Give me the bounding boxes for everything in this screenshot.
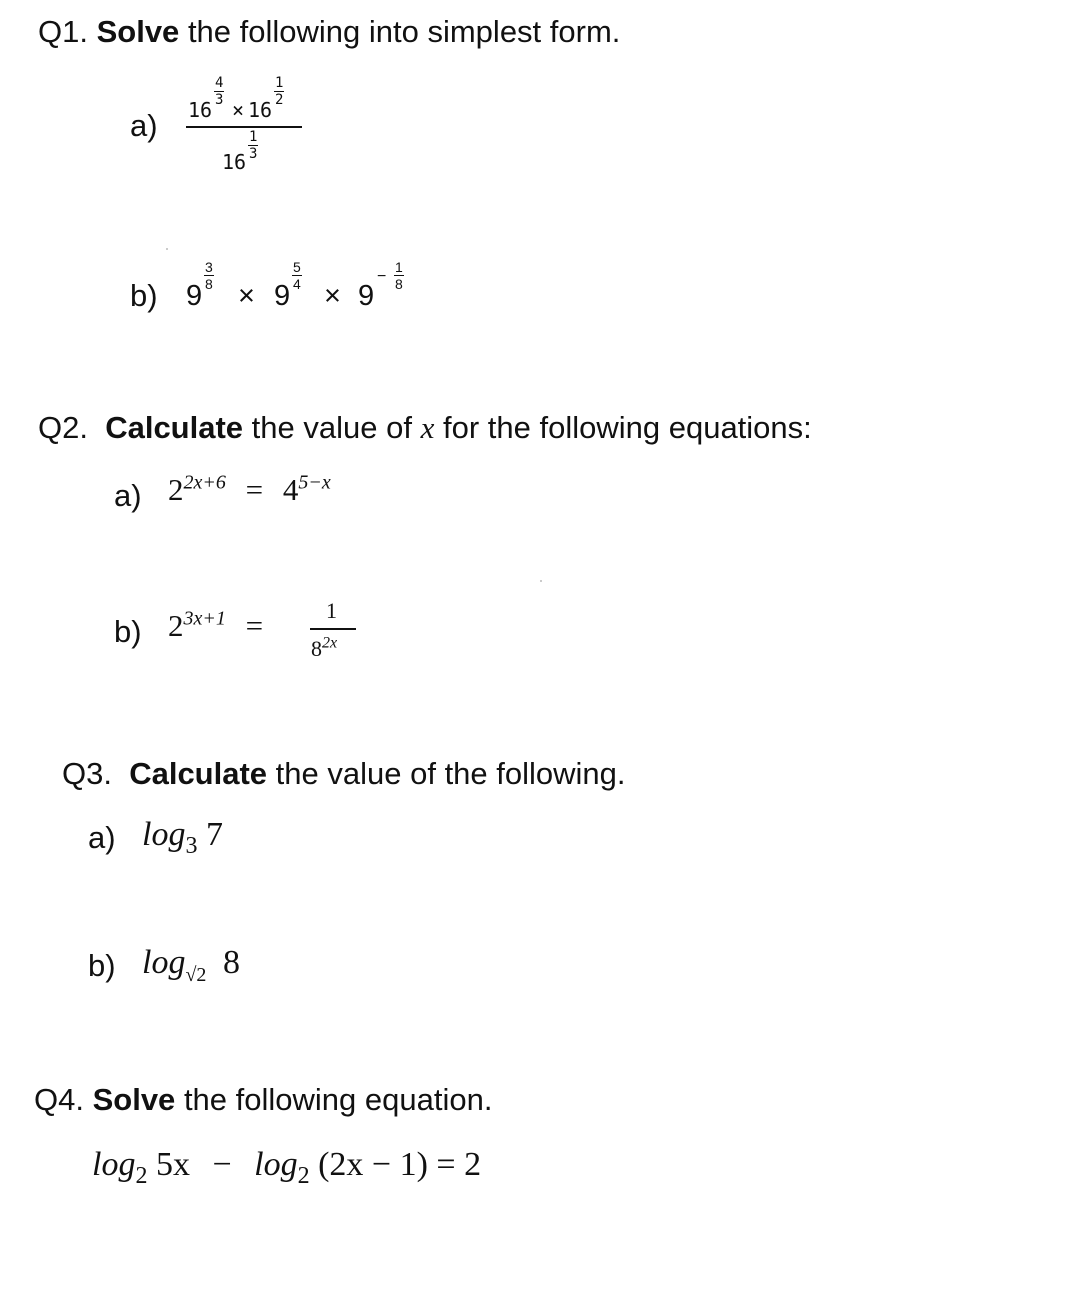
q1b-term3-base: 9 xyxy=(358,280,375,312)
q1a-term1-exponent: 4 3 xyxy=(215,75,224,108)
q2a-equals: = xyxy=(245,472,264,507)
q1b-times-2: × xyxy=(324,280,341,312)
q2b-rhs-den-exponent: 2x xyxy=(322,634,338,652)
q4-heading xyxy=(34,1082,492,1118)
q2-number: Q2. xyxy=(38,410,88,445)
q1a-term2-base: 16 xyxy=(248,98,273,122)
q1b-term2-exponent: 5 4 xyxy=(293,259,301,292)
q4-equation xyxy=(92,1146,482,1189)
q1a-den-exponent: 1 3 xyxy=(249,129,258,162)
q3-instruction: the value of the following. xyxy=(275,756,626,791)
q1a-term2-exponent: 1 2 xyxy=(275,75,284,108)
q4-log-1-base: 2 xyxy=(135,1162,148,1189)
q1-verb: Solve xyxy=(96,14,180,49)
q1a-numerator xyxy=(188,76,303,120)
q4-log-2: log xyxy=(254,1146,298,1183)
q1b-term3-sign: − xyxy=(377,268,387,285)
q3b-log: log xyxy=(142,944,186,981)
q2b-fraction-bar xyxy=(310,628,356,630)
q2b-lhs xyxy=(168,608,263,644)
speck xyxy=(166,248,168,250)
q2b-equals: = xyxy=(245,608,264,643)
q2b-lhs-base: 2 xyxy=(168,608,184,643)
q4-log-2-base: 2 xyxy=(297,1162,310,1189)
q2a-label: a) xyxy=(114,478,142,513)
q2-instruction-2: for the following equations: xyxy=(442,410,812,445)
q2-variable: x xyxy=(420,410,435,445)
q2b-rhs-den-base: 8 xyxy=(311,636,322,661)
q4-instruction: the following equation. xyxy=(183,1082,493,1117)
q1a-fraction-bar xyxy=(186,126,302,128)
q4-log-1: log xyxy=(92,1146,136,1183)
q3b-base: √2 xyxy=(185,963,207,986)
q3a-log: log xyxy=(142,816,186,853)
q1b-expression xyxy=(186,258,426,312)
q1a-label: a) xyxy=(130,108,158,143)
q2a-lhs-base: 2 xyxy=(168,472,184,507)
q2b-label: b) xyxy=(114,614,142,649)
q2-heading xyxy=(38,410,812,446)
q1b-label: b) xyxy=(130,278,158,313)
q2b-rhs-denominator xyxy=(311,636,337,662)
q2-instruction-1: the value of xyxy=(251,410,412,445)
q1b-term2-base: 9 xyxy=(274,280,291,312)
q1a-denominator xyxy=(222,130,272,174)
q4-rhs: 2 xyxy=(464,1146,482,1183)
q2a-rhs-base: 4 xyxy=(282,472,299,507)
q1-heading xyxy=(38,14,620,50)
q4-equals: = xyxy=(436,1146,456,1183)
speck xyxy=(540,580,542,582)
q1b-term1-exponent: 3 8 xyxy=(205,259,213,292)
q3a-label: a) xyxy=(88,820,116,855)
q1b-term3-exponent: 1 8 xyxy=(395,259,403,292)
q2a-equation xyxy=(168,472,331,508)
q1b-times-1: × xyxy=(238,280,255,312)
q4-arg-2: (2x − 1) xyxy=(318,1146,428,1183)
q2-verb: Calculate xyxy=(105,410,244,445)
q4-number: Q4. xyxy=(34,1082,84,1117)
q2b-rhs-numerator: 1 xyxy=(326,598,337,623)
q3a-argument: 7 xyxy=(205,816,223,853)
q3-verb: Calculate xyxy=(129,756,268,791)
q3a-expression xyxy=(142,816,223,859)
q3-heading xyxy=(62,756,626,792)
q1-number: Q1. xyxy=(38,14,88,49)
q4-arg-1: 5x xyxy=(155,1146,190,1183)
q4-minus: − xyxy=(212,1146,232,1183)
q3b-label: b) xyxy=(88,948,116,983)
q1-instruction: the following into simplest form. xyxy=(187,14,621,49)
q1a-times: × xyxy=(232,98,245,122)
q3a-base: 3 xyxy=(185,832,198,859)
q2a-lhs-exponent: 2x+6 xyxy=(183,471,226,494)
q1b-term1-base: 9 xyxy=(186,280,203,312)
q2a-rhs-exponent: 5−x xyxy=(298,471,331,494)
q3-number: Q3. xyxy=(62,756,112,791)
q2b-lhs-exponent: 3x+1 xyxy=(183,607,226,630)
q3b-expression xyxy=(142,944,240,986)
q1a-den-base: 16 xyxy=(222,150,247,174)
q4-verb: Solve xyxy=(92,1082,176,1117)
q1a-term1-base: 16 xyxy=(188,98,213,122)
q3b-argument: 8 xyxy=(222,944,240,981)
